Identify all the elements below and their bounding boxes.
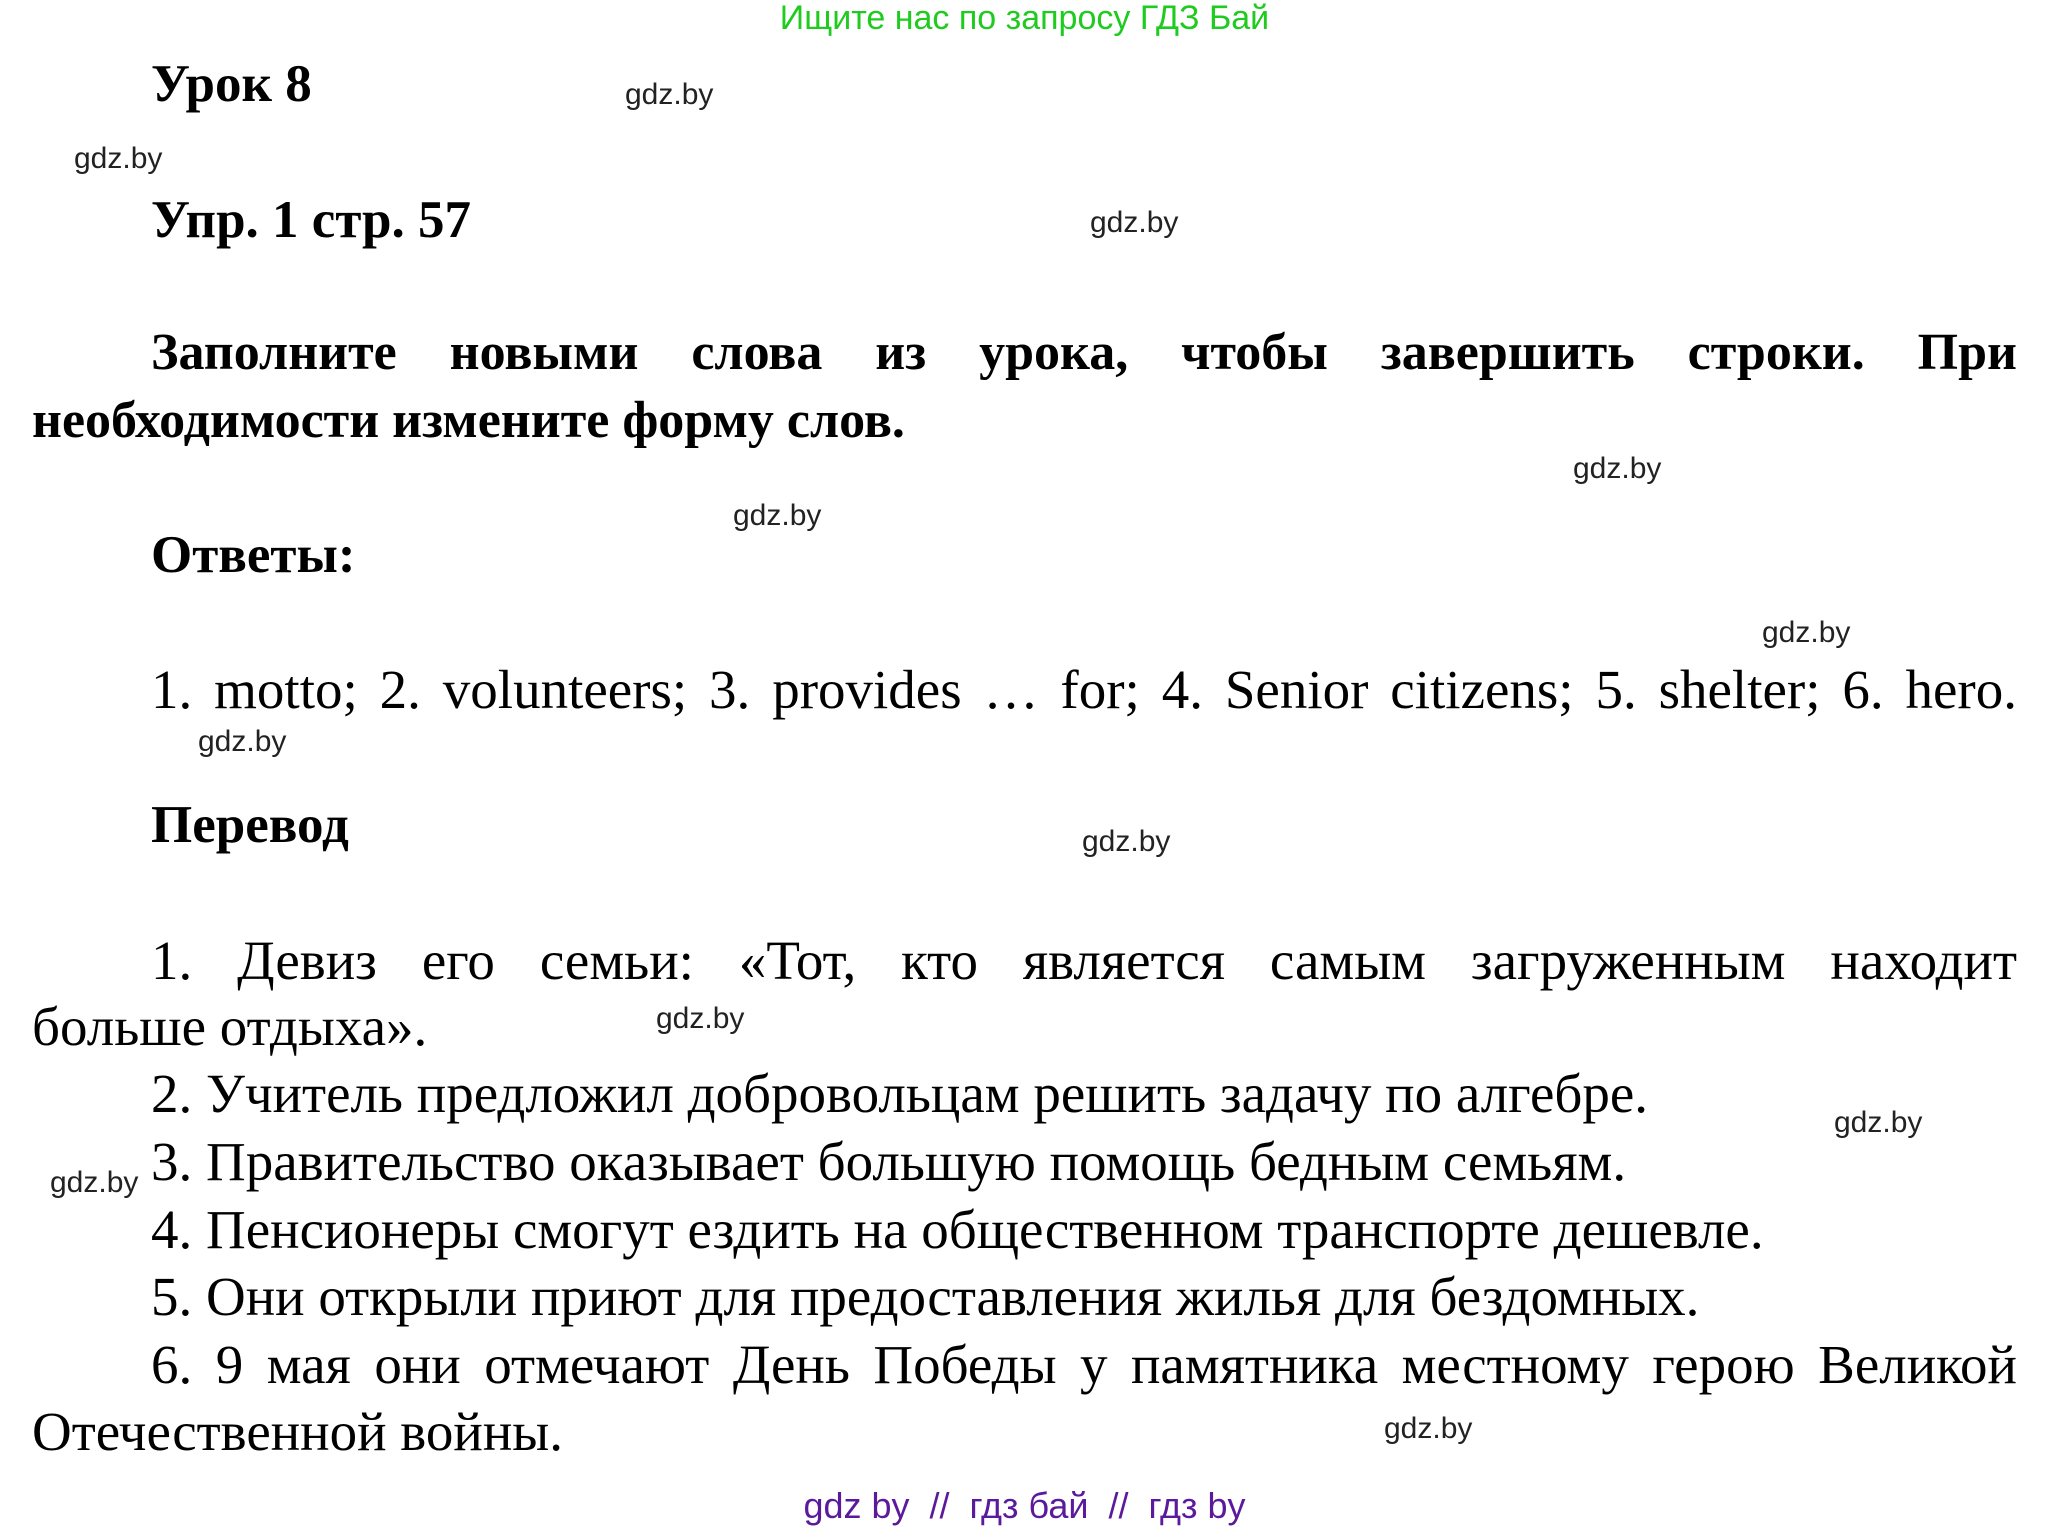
translation-line-6-cont: Отечественной войны.: [32, 1401, 563, 1462]
watermark: gdz.by: [74, 142, 163, 175]
watermark: gdz.by: [625, 78, 714, 111]
watermark: gdz.by: [1834, 1106, 1923, 1139]
watermark: gdz.by: [1762, 616, 1851, 649]
answers-heading: Ответы:: [151, 526, 356, 584]
watermark: gdz.by: [656, 1002, 745, 1035]
translation-line-5: 5. Они открыли приют для предоставления жилья для бездомных.: [151, 1266, 1700, 1327]
search-banner: Ищите нас по запросу ГДЗ Бай: [779, 0, 1270, 37]
watermark: gdz.by: [1082, 825, 1171, 858]
translation-line-1: 1. Девиз его семьи: «Тот, кто является самым загруженным находит: [151, 930, 2017, 991]
watermark: gdz.by: [50, 1166, 139, 1199]
watermark: gdz.by: [733, 499, 822, 532]
lesson-title: Урок 8: [151, 55, 312, 113]
translation-line-4: 4. Пенсионеры смогут ездить на общественном транспорте дешевле.: [151, 1199, 1764, 1260]
instruction-line-2: необходимости измените форму слов.: [32, 392, 905, 449]
footer-links: gdz by // гдз бай // гдз by: [803, 1485, 1246, 1526]
translation-line-1-cont: больше отдыха».: [32, 996, 428, 1057]
exercise-title: Упр. 1 стр. 57: [151, 191, 471, 249]
watermark: gdz.by: [1090, 206, 1179, 239]
translation-line-6: 6. 9 мая они отмечают День Победы у памятника местному герою Великой: [151, 1334, 2017, 1395]
answers-text: 1. motto; 2. volunteers; 3. provides … for; 4. Senior citizens; 5. shelter; 6. hero.: [151, 659, 2017, 720]
translation-line-2: 2. Учитель предложил добровольцам решить задачу по алгебре.: [151, 1063, 1649, 1124]
translation-line-3: 3. Правительство оказывает большую помощь бедным семьям.: [151, 1131, 1627, 1192]
translation-heading: Перевод: [151, 796, 349, 854]
watermark: gdz.by: [1573, 452, 1662, 485]
watermark: gdz.by: [198, 725, 287, 758]
watermark: gdz.by: [1384, 1412, 1473, 1445]
instruction-line-1: Заполните новыми слова из урока, чтобы завершить строки. При: [151, 324, 2017, 381]
